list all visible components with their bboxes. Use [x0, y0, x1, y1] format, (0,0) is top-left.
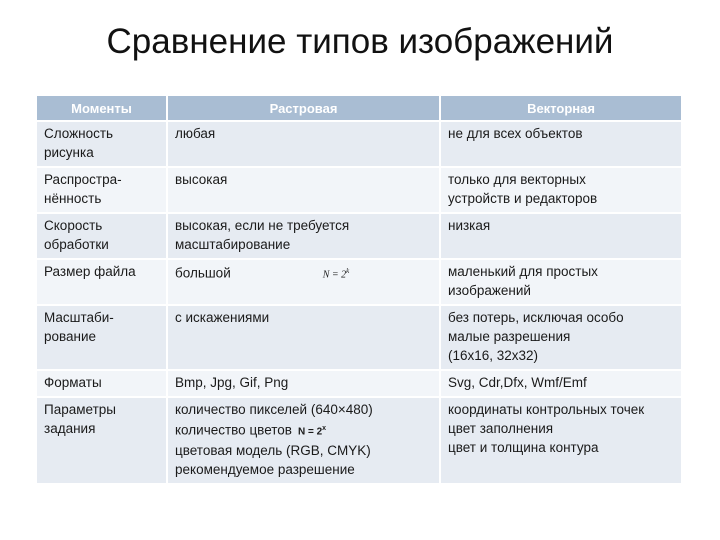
raster-cell: высокая, если не требуется масштабирование — [167, 213, 440, 259]
vector-cell: низкая — [440, 213, 682, 259]
raster-cell: количество пикселей (640×480) количество цветов $N = 2^x$ цветовая модель (RGB, CMYK) рекомендуемое разрешение — [167, 397, 440, 483]
row-label: Распростра- нённость — [37, 167, 167, 213]
table-header-row — [37, 96, 682, 121]
header-raster: Растровая — [167, 96, 440, 121]
raster-cell: любая — [167, 121, 440, 167]
formula: $N = 2^k$ — [322, 267, 350, 281]
row-label: Размер файла — [37, 259, 167, 305]
row-label: Сложность рисунка — [37, 121, 167, 167]
table-row — [37, 259, 682, 305]
raster-cell: большой $N = 2^k$ — [167, 259, 440, 305]
vector-cell: только для векторных устройств и редакторов — [440, 167, 682, 213]
row-label: Скорость обработки — [37, 213, 167, 259]
row-label: Параметры задания — [37, 397, 167, 483]
table-row — [37, 167, 682, 213]
header-vector: Векторная — [440, 96, 682, 121]
vector-cell: не для всех объектов — [440, 121, 682, 167]
raster-cell: с искажениями — [167, 305, 440, 370]
table-row — [37, 305, 682, 370]
row-label: Форматы — [37, 370, 167, 397]
table-row — [37, 370, 682, 397]
vector-cell: маленький для простых изображений — [440, 259, 682, 305]
comparison-table — [37, 96, 683, 483]
table-row — [37, 213, 682, 259]
row-label: Масштаби- рование — [37, 305, 167, 370]
formula: $N = 2^x$ — [297, 425, 327, 438]
raster-cell: Bmp, Jpg, Gif, Png — [167, 370, 440, 397]
table-row — [37, 121, 682, 167]
vector-cell: без потерь, исключая особо малые разрешения (16х16, 32х32) — [440, 305, 682, 370]
table-row — [37, 397, 682, 483]
vector-cell: координаты контрольных точек цвет заполнения цвет и толщина контура — [440, 397, 682, 483]
vector-cell: Svg, Cdr,Dfx, Wmf/Emf — [440, 370, 682, 397]
page-title: Сравнение типов изображений — [106, 22, 614, 61]
raster-cell: высокая — [167, 167, 440, 213]
header-moments: Моменты — [37, 96, 167, 121]
